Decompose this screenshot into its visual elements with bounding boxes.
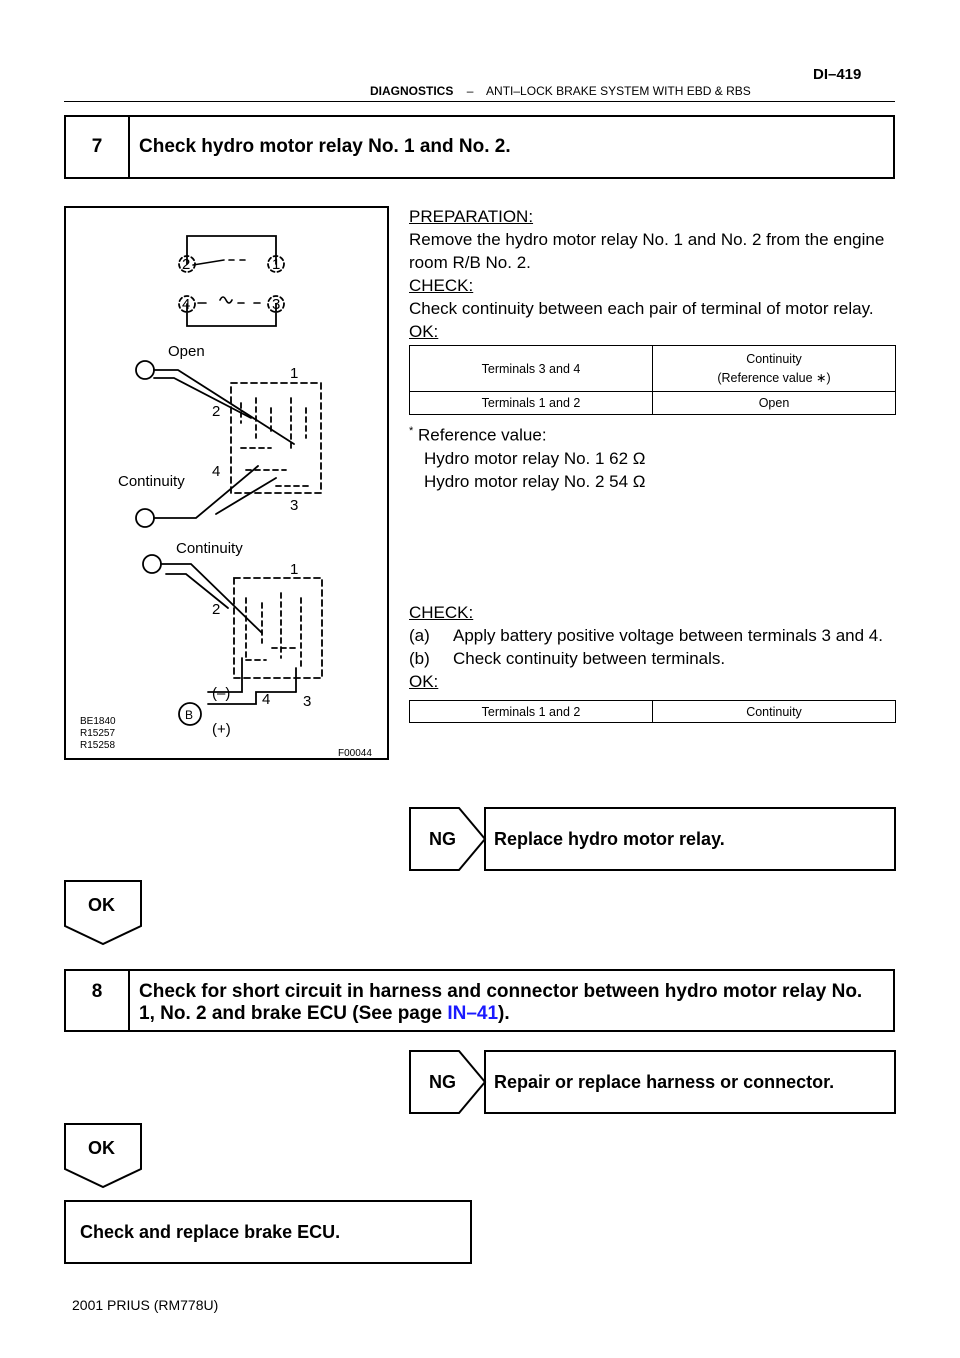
check-1-heading: CHECK: bbox=[409, 276, 474, 295]
subsection-title: ANTI–LOCK BRAKE SYSTEM WITH EBD & RBS bbox=[486, 84, 751, 98]
check-1-text: Check continuity between each pair of terminal of motor relay. bbox=[409, 299, 874, 318]
label-t3-top: 3 bbox=[272, 296, 281, 313]
result-8-ng-box: Repair or replace harness or connector. bbox=[484, 1050, 896, 1114]
preparation-block bbox=[409, 205, 899, 343]
reference-value-1: Hydro motor relay No. 1 62 Ω bbox=[424, 448, 646, 468]
check-2-item-a bbox=[409, 624, 899, 647]
result-7-ng-box: Replace hydro motor relay. bbox=[484, 807, 896, 871]
section-separator: – bbox=[466, 84, 474, 98]
page-link-in-41[interactable]: IN–41 bbox=[447, 1003, 499, 1024]
relay-diagram bbox=[64, 206, 389, 760]
label-r1-t2: 2 bbox=[212, 403, 221, 420]
table-row bbox=[410, 701, 896, 723]
step-8-title-suffix: ). bbox=[498, 1003, 510, 1024]
reference-block bbox=[409, 420, 899, 493]
check-1-ok: OK: bbox=[409, 322, 439, 341]
check-1-table bbox=[409, 345, 896, 415]
item-label: (b) bbox=[409, 649, 430, 668]
figure-code-3: R15258 bbox=[80, 740, 116, 751]
step-7-number: 7 bbox=[66, 117, 130, 177]
section-title: DIAGNOSTICS bbox=[370, 84, 454, 98]
step-8-title-prefix: 1, No. 2 and brake ECU (See page bbox=[139, 1003, 448, 1024]
table-cell bbox=[653, 346, 896, 392]
figure-code-2: R15257 bbox=[80, 728, 116, 739]
table-cell: Open bbox=[653, 392, 896, 415]
lead-open bbox=[154, 370, 294, 444]
step-8-box bbox=[64, 969, 895, 1032]
relay-1-pins bbox=[241, 398, 311, 486]
item-label: (a) bbox=[409, 626, 430, 645]
label-r2-t3: 3 bbox=[303, 693, 312, 710]
label-r1-t1: 1 bbox=[290, 365, 299, 382]
label-r2-t1: 1 bbox=[290, 561, 299, 578]
ng-tag-8 bbox=[409, 1050, 489, 1114]
label-battery: B bbox=[185, 708, 194, 722]
lead-open-2 bbox=[154, 378, 251, 418]
step-8-title-line2 bbox=[139, 1003, 862, 1025]
section-header bbox=[370, 84, 751, 98]
step-8-number: 8 bbox=[66, 971, 130, 1030]
footer-model: 2001 PRIUS (RM778U) bbox=[72, 1297, 219, 1313]
ok-tag-8-text: OK bbox=[88, 1138, 115, 1158]
step-8-title-line1: Check for short circuit in harness and connector between hydro motor relay No. bbox=[139, 981, 863, 1002]
label-r2-t2: 2 bbox=[212, 601, 221, 618]
table-cell: Continuity bbox=[653, 701, 896, 723]
check-2-heading: CHECK: bbox=[409, 603, 474, 622]
final-action-box: Check and replace brake ECU. bbox=[64, 1200, 472, 1264]
schematic-frame bbox=[187, 236, 276, 326]
step-8-title bbox=[130, 971, 862, 1030]
ohmmeter-probe-continuity-2 bbox=[143, 555, 161, 573]
ng-tag-8-text: NG bbox=[429, 1072, 456, 1092]
step-7-box bbox=[64, 115, 895, 179]
page-code: DI–419 bbox=[813, 66, 862, 83]
item-text: Apply battery positive voltage between terminals 3 and 4. bbox=[453, 626, 883, 645]
ohmmeter-probe-continuity bbox=[136, 509, 154, 527]
ok-tag-8 bbox=[64, 1123, 144, 1189]
label-t1-top: 1 bbox=[272, 256, 281, 273]
ok-tag-7-text: OK bbox=[88, 895, 115, 915]
step-7-title: Check hydro motor relay No. 1 and No. 2. bbox=[139, 136, 511, 157]
schematic-switch bbox=[193, 260, 245, 265]
table-row bbox=[410, 346, 896, 392]
header-rule bbox=[64, 101, 895, 102]
relay-2-pins bbox=[246, 593, 301, 668]
table-cell: Terminals 3 and 4 bbox=[410, 346, 653, 392]
check-2-item-b bbox=[409, 647, 899, 670]
preparation-text: Remove the hydro motor relay No. 1 and No. 2 from the engine room R/B No. 2. bbox=[409, 230, 885, 272]
ok-tag-7 bbox=[64, 880, 144, 946]
label-open: Open bbox=[168, 343, 205, 360]
label-r1-t4: 4 bbox=[212, 463, 221, 480]
table-cell: Terminals 1 and 2 bbox=[410, 392, 653, 415]
relay-diagram-svg bbox=[66, 208, 391, 762]
label-r2-t4: 4 bbox=[262, 691, 271, 708]
ohmmeter-probe-open bbox=[136, 361, 154, 379]
check-2-table bbox=[409, 700, 896, 723]
label-continuity-b: Continuity bbox=[176, 540, 243, 557]
item-text: Check continuity between terminals. bbox=[453, 649, 726, 668]
check-2-ok: OK: bbox=[409, 672, 439, 691]
figure-code-1: BE1840 bbox=[80, 716, 116, 727]
label-minus: (–) bbox=[212, 685, 231, 702]
label-r1-t3: 3 bbox=[290, 497, 299, 514]
figure-id: F00044 bbox=[338, 748, 372, 759]
label-plus: (+) bbox=[212, 721, 231, 738]
relay-2-body bbox=[234, 578, 322, 678]
table-row bbox=[410, 392, 896, 415]
table-cell: Terminals 1 and 2 bbox=[410, 701, 653, 723]
reference-value-2: Hydro motor relay No. 2 54 Ω bbox=[424, 471, 646, 491]
check-2-block bbox=[409, 601, 899, 693]
label-t2-top: 2 bbox=[182, 256, 191, 273]
reference-heading: Reference value: bbox=[418, 425, 547, 445]
preparation-heading: PREPARATION: bbox=[409, 207, 534, 226]
label-t4-top: 4 bbox=[182, 296, 191, 313]
table-cell-line: (Reference value ∗) bbox=[717, 370, 831, 385]
label-continuity-a: Continuity bbox=[118, 473, 185, 490]
ng-tag-7 bbox=[409, 807, 489, 871]
ng-tag-7-text: NG bbox=[429, 829, 456, 849]
reference-star: * bbox=[409, 425, 414, 437]
lead-continuity-2 bbox=[216, 478, 276, 514]
table-cell-line: Continuity bbox=[746, 351, 802, 366]
schematic-coil bbox=[198, 297, 260, 303]
